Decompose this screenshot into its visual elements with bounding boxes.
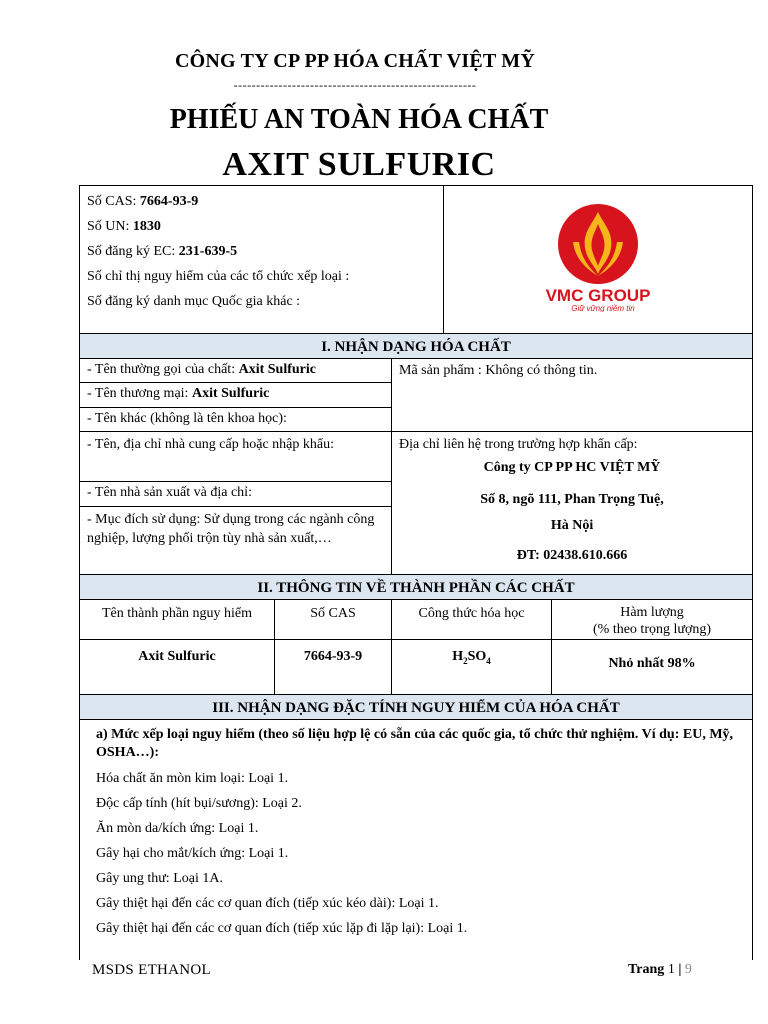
hazard-item: Ăn mòn da/kích ứng: Loại 1. xyxy=(96,821,259,836)
composition-header-row xyxy=(80,600,753,640)
vmc-group-logo xyxy=(543,202,653,312)
un-value: 1830 xyxy=(132,219,161,234)
col-content: Hàm lượng (% theo trọng lượng) xyxy=(552,600,753,640)
component-name: Axit Sulfuric xyxy=(80,640,275,695)
emergency-phone: ĐT: 02438.610.666 xyxy=(516,548,628,563)
section-1-heading: I. NHẬN DẠNG HÓA CHẤT xyxy=(80,334,753,359)
common-name-cell: - Tên thường gọi của chất: Axit Sulfuric xyxy=(80,359,392,383)
emergency-company: Công ty CP PP HC VIỆT MỸ xyxy=(483,460,661,475)
hazard-item: Gây hại cho mắt/kích ứng: Loại 1. xyxy=(96,846,289,861)
substance-title: AXIT SULFURIC xyxy=(222,146,496,183)
trade-name-cell: - Tên thương mại: Axit Sulfuric xyxy=(80,383,392,408)
classification-intro: a) Mức xếp loại nguy hiểm (theo số liệu hợp lệ có sẵn của các quốc gia, tổ chức thử nghiệm. Ví dụ: EU, Mỹ, OSHA…): xyxy=(96,727,734,760)
col-hazard-component: Tên thành phần nguy hiểm xyxy=(80,600,275,640)
other-name-cell: - Tên khác (không là tên khoa học): xyxy=(80,408,392,432)
logo-brand: VMC GROUP xyxy=(545,286,651,305)
hazard-item: Gây thiệt hại đến các cơ quan đích (tiếp xúc kéo dài): Loại 1. xyxy=(96,896,439,911)
manufacturer-cell: - Tên nhà sản xuất và địa chỉ: xyxy=(80,482,392,507)
logo-cell xyxy=(444,186,753,334)
section-3-heading: III. NHẬN DẠNG ĐẶC TÍNH NGUY HIỂM CỦA HÓA CHẤT xyxy=(80,695,753,720)
document-title: PHIẾU AN TOÀN HÓA CHẤT xyxy=(169,104,549,135)
col-formula: Công thức hóa học xyxy=(392,600,552,640)
purpose-cell: - Mục đích sử dụng: Sử dụng trong các ngành công nghiệp, lượng phối trộn tùy nhà sản xuất,… xyxy=(80,507,392,575)
identifier-cell xyxy=(80,186,444,334)
emergency-label: Địa chỉ liên hệ trong trường hợp khẩn cấp: xyxy=(399,437,638,452)
page-total: 9 xyxy=(684,962,692,977)
cas-line: Số CAS: 7664-93-9 xyxy=(87,194,199,209)
footer-page: Trang 1 | 9 xyxy=(628,962,692,977)
emergency-address-2: Hà Nội xyxy=(550,518,594,533)
hazard-classification-cell xyxy=(80,720,753,960)
un-line: Số UN: 1830 xyxy=(87,219,161,234)
emergency-contact-cell xyxy=(392,432,753,575)
emergency-address-1: Số 8, ngõ 111, Phan Trọng Tuệ, xyxy=(480,492,664,507)
ec-value: 231-639-5 xyxy=(178,244,238,259)
composition-row xyxy=(80,640,753,695)
product-code-cell: Mã sản phẩm : Không có thông tin. xyxy=(392,359,753,432)
supplier-cell: - Tên, địa chỉ nhà cung cấp hoặc nhập khẩu: xyxy=(80,432,392,482)
logo-slogan: Giữ vững niềm tin xyxy=(571,304,635,312)
company-name: CÔNG TY CP PP HÓA CHẤT VIỆT MỸ xyxy=(175,50,535,72)
national-reg-line: Số đăng ký danh mục Quốc gia khác : xyxy=(87,294,301,309)
hazard-index-line: Số chỉ thị nguy hiểm của các tổ chức xếp loại : xyxy=(87,269,350,284)
header-divider: ------------------------------------------------------ xyxy=(233,78,477,92)
component-content: Nhỏ nhất 98% xyxy=(552,640,753,695)
hazard-item: Gây ung thư: Loại 1A. xyxy=(96,871,223,886)
footer-doc-name: MSDS ETHANOL xyxy=(92,962,212,978)
trade-name-value: Axit Sulfuric xyxy=(191,386,270,401)
hazard-item: Độc cấp tính (hít bụi/sương): Loại 2. xyxy=(96,796,302,811)
ec-line: Số đăng ký EC: 231-639-5 xyxy=(87,244,238,259)
section-2-heading: II. THÔNG TIN VỀ THÀNH PHẦN CÁC CHẤT xyxy=(80,575,753,600)
col-cas: Số CAS xyxy=(275,600,392,640)
hazard-item: Hóa chất ăn mòn kim loại: Loại 1. xyxy=(96,771,289,786)
cas-value: 7664-93-9 xyxy=(139,194,199,209)
page-number: 1 xyxy=(667,962,675,977)
component-formula: $H_2SO_4$ xyxy=(392,640,552,695)
identifier-row xyxy=(80,186,753,334)
component-cas: 7664-93-9 xyxy=(275,640,392,695)
hazard-item: Gây thiệt hại đến các cơ quan đích (tiếp xúc lặp đi lặp lại): Loại 1. xyxy=(96,921,468,936)
common-name-value: Axit Sulfuric xyxy=(238,362,316,377)
sds-table xyxy=(79,185,753,960)
